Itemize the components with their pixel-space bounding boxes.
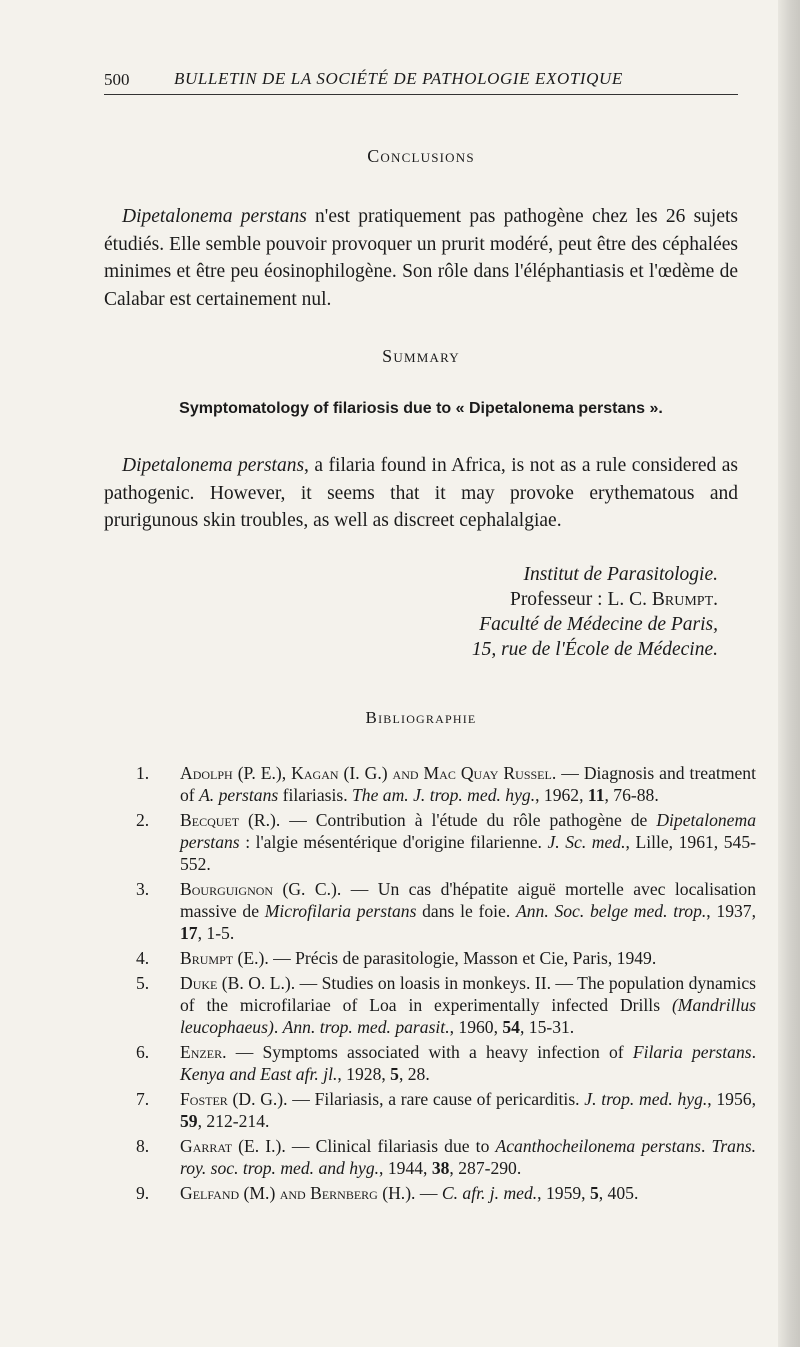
running-header <box>104 66 738 95</box>
entry-title-italic: Dipetalonema perstans <box>180 810 756 852</box>
entry-title-italic: (Mandrillus leucophaeus) <box>180 995 756 1037</box>
entry-title: — <box>415 1183 442 1203</box>
affiliation-faculty: Faculté de Médecine de Paris, <box>479 614 718 635</box>
entry-title: — Un cas d'hépatite aiguë mortelle avec localisation massive de <box>180 879 756 921</box>
entry-title-rest: filariasis. <box>278 785 353 805</box>
entry-title-rest: . <box>751 1042 756 1062</box>
entry-title: — Symptoms associated with a heavy infection of <box>226 1042 633 1062</box>
entry-journal: Ann. Soc. belge med. trop. <box>515 901 707 921</box>
entry-year: , 1944, <box>379 1158 432 1178</box>
entry-volume: 59 <box>180 1111 198 1131</box>
entry-journal: Ann. trop. med. parasit. <box>282 1017 450 1037</box>
entry-authors: Enzer. <box>180 1042 227 1062</box>
summary-heading: Summary <box>382 346 460 366</box>
conclusions-species: Dipetalonema perstans <box>122 206 307 227</box>
entry-number: 3. <box>136 879 150 899</box>
bibliography-entry <box>104 1135 756 1179</box>
summary-paragraph <box>104 452 738 535</box>
entry-title-rest: . <box>273 1017 283 1037</box>
entry-volume: 5 <box>589 1183 599 1203</box>
entry-journal: Trans. roy. soc. trop. med. and hyg. <box>180 1136 757 1178</box>
entry-pages: , 1-5. <box>197 923 235 943</box>
entry-pages: , 76-88. <box>604 785 659 805</box>
page-number: 500 <box>104 70 130 89</box>
entry-year: , 1959, <box>537 1183 590 1203</box>
entry-pages: , 212-214. <box>197 1111 270 1131</box>
entry-authors: Adolph (P. E.), Kagan (I. G.) and Mac Quay Russel. <box>180 763 557 783</box>
entry-pages: , 405. <box>598 1183 639 1203</box>
entry-volume: 11 <box>587 785 605 805</box>
affiliation-institute: Institut de Parasitologie. <box>523 564 718 585</box>
entry-number: 1. <box>136 763 150 783</box>
entry-title-italic: Acanthocheilonema perstans <box>495 1136 701 1156</box>
entry-title: — Filariasis, a rare cause of pericarditis. <box>287 1089 585 1109</box>
entry-journal: C. afr. j. med. <box>441 1183 538 1203</box>
bibliography-entry <box>104 762 756 806</box>
summary-species: Dipetalonema perstans <box>122 455 305 476</box>
entry-title-rest: : l'algie mésentérique d'origine filarienne. <box>239 832 548 852</box>
entry-number: 8. <box>136 1136 150 1156</box>
entry-title: — Précis de parasitologie, Masson et Cie, Paris, 1949. <box>268 948 657 968</box>
entry-pages: , 28. <box>398 1064 430 1084</box>
entry-number: 7. <box>136 1089 150 1109</box>
entry-number: 6. <box>136 1042 150 1062</box>
entry-year: , 1960, <box>449 1017 503 1037</box>
entry-title: — Studies on loasis in monkeys. II. — The population dynamics of the microfilariae of Loa in experimentally infected Drills <box>180 973 756 1015</box>
entry-title-italic: Filaria perstans <box>632 1042 752 1062</box>
entry-pages: , 287-290. <box>449 1158 522 1178</box>
entry-number: 2. <box>136 810 150 830</box>
entry-year: , Lille, 1961, <box>625 832 724 852</box>
summary-text: , a filaria found in Africa, is not as a rule considered as pathogenic. However, it seems that it may provoke erythematous and prurigunous skin troubles, as well as discreet cephalalgiae. <box>104 455 738 532</box>
entry-authors: Becquet (R.). <box>180 810 281 830</box>
bibliography-entry <box>104 947 756 969</box>
entry-number: 9. <box>136 1183 150 1203</box>
affiliation-professor-name: Brumpt. <box>651 589 718 610</box>
bibliography-heading: Bibliographie <box>365 708 477 727</box>
bibliography-entry <box>104 878 756 944</box>
summary-title: Symptomatology of filariosis due to « Dipetalonema perstans ». <box>179 400 663 417</box>
entry-pages: 545-552. <box>180 832 756 874</box>
entry-volume: 54 <box>502 1017 520 1037</box>
entry-journal: J. trop. med. hyg. <box>584 1089 708 1109</box>
bibliography-entry <box>104 809 756 875</box>
bibliography-entry <box>104 972 756 1038</box>
bibliography-entry <box>104 1088 756 1132</box>
entry-number: 5. <box>136 973 150 993</box>
entry-year: , 1956, <box>707 1089 756 1109</box>
entry-number: 4. <box>136 948 150 968</box>
entry-volume: 38 <box>431 1158 450 1178</box>
entry-authors: Duke (B. O. L.). <box>180 973 296 993</box>
entry-authors: Gelfand (M.) and Bernberg (H.). <box>180 1183 416 1203</box>
entry-volume: 5 <box>390 1064 399 1084</box>
entry-title: — Contribution à l'étude du rôle pathogène de <box>280 810 657 830</box>
entry-title: — Clinical filariasis due to <box>285 1136 496 1156</box>
entry-authors: Garrat (E. I.). <box>180 1136 286 1156</box>
conclusions-text: n'est pratiquement pas pathogène chez les 26 sujets étudiés. Elle semble pouvoir provoquer un prurit modéré, peut être des céphalées minimes et être peu éosinophilogène. Son rôle dans l'éléphantiasis et l'œdème de Calabar est certainement nul. <box>104 206 738 310</box>
bibliography-list <box>104 762 756 1207</box>
conclusions-paragraph <box>104 203 738 313</box>
page-spine-shadow <box>778 0 800 1347</box>
affiliation-block <box>318 562 718 662</box>
entry-year: , 1928, <box>337 1064 391 1084</box>
entry-title-rest: dans le foie. <box>416 901 516 921</box>
running-title: BULLETIN DE LA SOCIÉTÉ DE PATHOLOGIE EXOTIQUE <box>174 69 623 88</box>
bibliography-entry <box>104 1041 756 1085</box>
entry-pages: , 15-31. <box>519 1017 575 1037</box>
entry-year: , 1962, <box>535 785 588 805</box>
entry-title-italic: A. perstans <box>199 785 279 805</box>
entry-journal: The am. J. trop. med. hyg. <box>352 785 536 805</box>
entry-title-rest: . <box>700 1136 712 1156</box>
entry-year: , 1937, <box>706 901 756 921</box>
entry-authors: Bourguignon (G. C.). <box>180 879 342 899</box>
entry-volume: 17 <box>180 923 198 943</box>
affiliation-professor-prefix: Professeur : L. C. <box>509 589 652 610</box>
entry-title-italic: Microfilaria perstans <box>264 901 417 921</box>
entry-authors: Foster (D. G.). <box>180 1089 288 1109</box>
entry-title: — Diagnosis and treatment of <box>180 763 756 805</box>
affiliation-professor <box>318 587 718 612</box>
affiliation-address: 15, rue de l'École de Médecine. <box>471 639 718 660</box>
conclusions-heading: Conclusions <box>367 146 475 166</box>
entry-journal: J. Sc. med. <box>547 832 626 852</box>
bibliography-entry <box>104 1182 756 1204</box>
entry-authors: Brumpt (E.). <box>180 948 269 968</box>
entry-journal: Kenya and East afr. jl. <box>180 1064 338 1084</box>
